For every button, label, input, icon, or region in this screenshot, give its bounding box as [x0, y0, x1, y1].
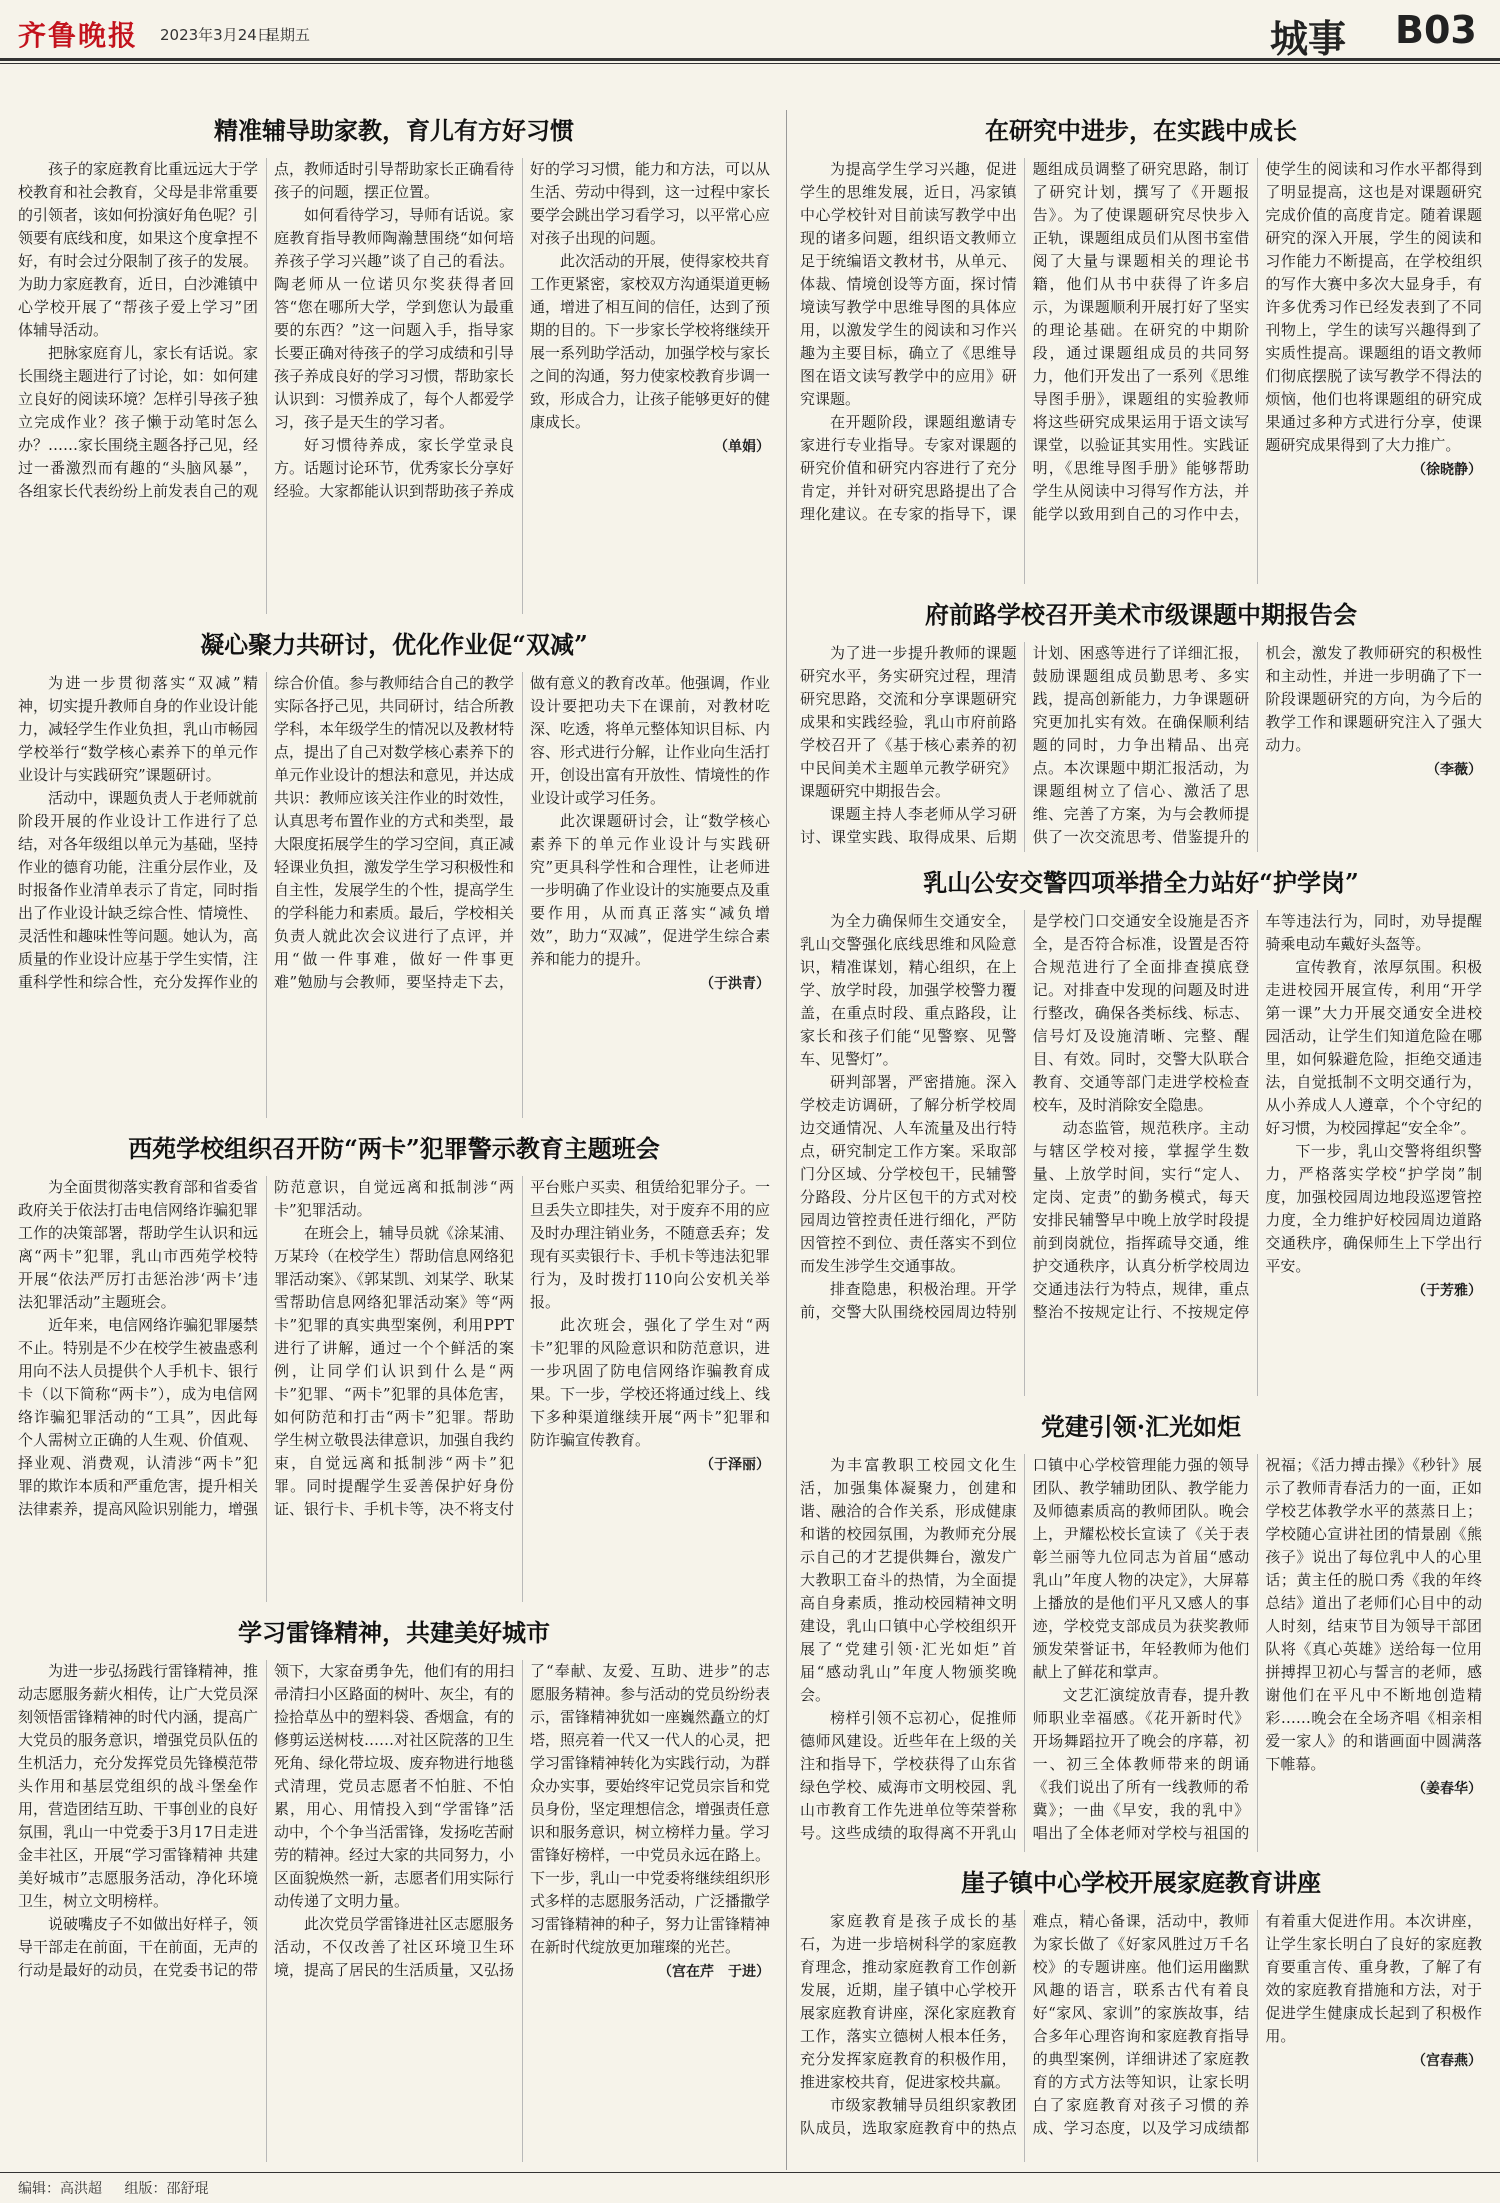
article-headline: 府前路学校召开美术市级课题中期报告会 — [925, 600, 1357, 629]
article-headline: 西苑学校组织召开防“两卡”犯罪警示教育主题班会 — [128, 1134, 660, 1163]
article-headline: 凝心聚力共研讨，优化作业促“双减” — [200, 630, 588, 659]
article-traffic-police — [800, 866, 1482, 1396]
article-paragraph: 此次班会，强化了学生对“两卡”犯罪的风险意识和防范意识，进一步巩固了防电信网络诈骗教育成果。下一步，学校还将通过线上、线下多种渠道继续开展“两卡”犯罪和防诈骗宣传教育。 — [530, 1316, 770, 1449]
article-paragraph: 为提高学生学习兴趣，促进学生的思维发展，近日，冯家镇中心学校针对目前读写教学中出现的诸多问题，组织语文教师立足于统编语文教材书，从单元、体裁、情境创设等方面，探讨情境读写教学中思维导图的具体应用，以激发学生的阅读和习作兴趣为主要目标，确立了《思维导图在语文读写教学中的应用》研究课题。 — [800, 160, 1017, 408]
issue-weekday: 星期五 — [265, 26, 311, 44]
article-paragraph: 此次活动的开展，使得家校共育工作更紧密，家校双方沟通渠道更畅通，增进了相互间的信任，达到了预期的目的。下一步家长学校将继续开展一系列助学活动，加强学校与家长之间的沟通，努力使家校教育步调一致，形成合力，让孩子能够更好的健康成长。 — [530, 252, 770, 431]
article-body — [18, 158, 770, 614]
article-paragraph: 为全力确保师生交通安全，乳山交警强化底线思维和风险意识，精准谋划，精心组织，在上学、放学时段，加强学校警力覆盖，在重点时段、重点路段，让家长和孩子们能“见警察、见警车、见警灯”。 — [800, 912, 1017, 1068]
article-paragraph: 在开题阶段，课题组邀请专家进行专业指导。专家对课题的研究价值和研究内容进行了充分肯定，并针对研究思路提出了合理化建议。在专家的指导下，课题组成员调整了研究思路，制订了研究计划，撰写了《开题报告》。为了使课题研究尽快步入正轨，课题组成员们从图书室借阅了大量与课题相关的理论书籍，他们从书中获得了许多启示，为课题顺利开展打好了坚实的理论基础。在研究的中期阶段，通过课题组成员的共同努力，他们开发出了一系列《思维导图手册》，课题组的实验教师将这些研究成果运用于语文读写课堂，以验证其实用性。实践证明，《思维导图手册》能够帮助学生从阅读中习得写作方法，并能学以致用到自己的习作中去，使学生的阅读和习作水平都得到了明显提高，这也是对课题研究完成价值的高度肯定。随着课题研究的深入开展，学生的阅读和习作能力不断提高，在学校组织的写作大赛中多次大显身手，有许多优秀习作已经发表到了不同刊物上，学生的读写兴趣得到了实质性提高。课题组的语文教师们彻底摆脱了读写教学不得法的烦恼，他们也将课题组的研究成果通过多种方式进行分享，使课题研究成果得到了大力推广。 — [800, 160, 1482, 523]
issue-date: 2023年3月24日 — [160, 26, 272, 44]
article-body — [18, 1660, 770, 2162]
article-family-lecture — [800, 1866, 1482, 2162]
article-paragraph: 为进一步弘扬践行雷锋精神，推动志愿服务薪火相传，让广大党员深刻领悟雷锋精神的时代内涵，提高广大党员的服务意识，增强党员队伍的生机活力，充分发挥党员先锋模范带头作用和基层党组织的战斗堡垒作用，营造团结互助、干事创业的良好氛围，乳山一中党委于3月17日走进金丰社区，开展“学习雷锋精神 共建美好城市”志愿服务活动，净化环境卫生，树立文明榜样。 — [18, 1662, 259, 1910]
article-paragraph: 为了进一步提升教师的课题研究水平，务实研究过程，理清研究思路，交流和分享课题研究成果和实践经验，乳山市府前路学校召开了《基于核心素养的初中民间美术主题单元教学研究》课题研究中期报告会。 — [800, 644, 1017, 800]
article-body — [800, 1454, 1482, 1852]
article-paragraph: 课题主持人李老师从学习研讨、课堂实践、取得成果、后期计划、困惑等进行了详细汇报，鼓励课题组成员勤思考、多实践，提高创新能力，力争课题研究更加扎实有效。在确保顺利结题的同时，力争出精品、出亮点。本次课题中期汇报活动，为课题组树立了信心、激活了思维、完善了方案，为与会教师提供了一次交流思考、借鉴提升的机会，激发了教师研究的积极性和主动性，并进一步明确了下一阶段课题研究的方向，为今后的教学工作和课题研究注入了强大动力。 — [800, 644, 1482, 846]
article-headline: 乳山公安交警四项举措全力站好“护学岗” — [923, 868, 1359, 897]
article-paragraph: 动态监管，规范秩序。主动与辖区学校对接，掌握学生数量、上放学时间，实行“定人、定岗、定责”的勤务模式，每天安排民辅警早中晚上放学时段提前到岗就位，指挥疏导交通，维护交通秩序，认真分析学校周边交通违法行为特点，规律，重点整治不按规定让行、不按规定停车等违法行为，同时，劝导提醒骑乘电动车戴好头盔等。 — [1032, 912, 1482, 1321]
article-headline: 学习雷锋精神，共建美好城市 — [238, 1618, 550, 1647]
article-body — [800, 910, 1482, 1396]
article-paragraph: 文艺汇演绽放青春，提升教师职业幸福感。《花开新时代》开场舞蹈拉开了晚会的序幕，初一、初三全体教师带来的朗诵《我们说出了所有一线教师的希冀》；一曲《早安，我的乳中》唱出了全体老师对学校与祖国的祝福；《活力搏击操》《秒针》展示了教师青春活力的一面，正如学校艺体教学水平的蒸蒸日上；学校随心宣讲社团的情景剧《熊孩子》说出了每位乳中人的心里话；黄主任的脱口秀《我的年终总结》道出了老师们心目中的动人时刻，结束节目为领导干部团队将《真心英雄》送给每一位用拼搏捍卫初心与誓言的老师，感谢他们在平凡中不断地创造精彩……晚会在全场齐唱《相亲相爱一家人》的和谐画面中圆满落下帷幕。 — [1032, 1456, 1482, 1842]
article-homework — [18, 628, 770, 1118]
page-number: B03 — [1395, 8, 1477, 52]
article-byline: （宫在芹 于进） — [658, 1964, 770, 1980]
section-title: 城事 — [1270, 16, 1347, 58]
article-headline: 党建引领·汇光如炬 — [1040, 1412, 1242, 1441]
article-paragraph: 活动中，课题负责人于老师就前阶段开展的作业设计工作进行了总结，对各年级组以单元为基础，坚持作业的德育功能，注重分层作业，及时报备作业清单表示了肯定，同时指出了作业设计缺乏综合性、情境性、灵活性和趣味性等问题。她认为，高质量的作业设计应基于学生实情，注重科学性和综合性，充分发挥作业的综合价值。参与教师结合自己的教学实际各抒己见，共同研讨，结合所教学科，本年级学生的情况以及教材特点，提出了自己对数学核心素养下的单元作业设计的想法和意见，并达成共识：教师应该关注作业的时效性，认真思考布置作业的方式和类型，最大限度拓展学生的学习空间，真正减轻课业负担，激发学生学习积极性和自主性，发展学生的个性，提高学生的学科能力和素质。最后，学校相关负责人就此次会议进行了点评，并用“做一件事难，做好一件事更难”勉励与会教师，要坚持走下去，做有意义的教育改革。他强调，作业设计要把功夫下在课前，对教材吃深、吃透，将单元整体知识目标、内容、形式进行分解，让作业向生活打开，创设出富有开放性、情境性的作业设计或学习任务。 — [18, 674, 770, 991]
article-paragraph: 近年来，电信网络诈骗犯罪屡禁不止。特别是不少在校学生被蛊惑利用向不法人员提供个人手机卡、银行卡（以下简称“两卡”），成为电信网络诈骗犯罪活动的“工具”，因此每个人需树立正确的人生观、价值观、择业观、消费观，认清涉“两卡”犯罪的欺诈本质和严重危害，提升相关法律素养，提高风险识别能力，增强防范意识，自觉远离和抵制涉“两卡”犯罪活动。 — [18, 1178, 514, 1518]
footer-designer: 组版：邵舒琨 — [124, 2181, 209, 2197]
article-body — [18, 1176, 770, 1602]
article-paragraph: 说破嘴皮子不如做出好样子，领导干部走在前面，干在前面，无声的行动是最好的动员，在党委书记的带领下，大家奋勇争先，他们有的用扫帚清扫小区路面的树叶、灰尘，有的捡拾草丛中的塑料袋、香烟盒，有的修剪运送树枝……对社区院落的卫生死角、绿化带垃圾、废弃物进行地毯式清理，党员志愿者不怕脏、不怕累，用心、用情投入到“学雷锋”活动中，个个争当活雷锋，发扬吃苦耐劳的精神。经过大家的共同努力，小区面貌焕然一新，志愿者们用实际行动传递了文明力量。 — [18, 1662, 515, 1979]
article-byline: （姜春华） — [1411, 1781, 1482, 1797]
article-paragraph: 市级家教辅导员组织家教团队成员，选取家庭教育中的热点难点，精心备课，活动中，教师为家长做了《好家风胜过万千名校》的专题讲座。他们运用幽默风趣的语言，联系古代有着良好“家风、家训”的家族故事，结合多年心理咨询和家庭教育指导的典型案例，详细讲述了家庭教育的方式方法等知识，让家长明白了家庭教育对孩子习惯的养成、学习态度，以及学习成绩都有着重大促进作用。本次讲座，让学生家长明白了良好的家庭教育要重言传、重身教，了解了有效的家庭教育措施和方法，对于促进学生健康成长起到了积极作用。 — [800, 1912, 1482, 2137]
article-two-cards — [18, 1132, 770, 1602]
article-body — [800, 158, 1482, 584]
column-divider — [786, 110, 787, 2170]
article-headline: 精准辅导助家教，育儿有方好习惯 — [214, 116, 574, 145]
article-paragraph: 孩子的家庭教育比重远远大于学校教育和社会教育，父母是非常重要的引领者，该如何扮演好角色呢？引领要有底线和度，如果这个度拿捏不好，有时会过分限制了孩子的发展。为助力家庭教育，近日，白沙滩镇中心学校开展了“帮孩子爱上学习”团体辅导活动。 — [18, 160, 259, 339]
article-paragraph: 排查隐患，积极治理。开学前，交警大队围绕校园周边特别是学校门口交通安全设施是否齐全，是否符合标准，设置是否符合规范进行了全面排查摸底登记。对排查中发现的问题及时进行整改，确保各类标线、标志、信号灯及设施清晰、完整、醒目、有效。同时，交警大队联合教育、交通等部门走进学校检查校车，及时消除安全隐患。 — [800, 912, 1250, 1321]
article-art-report — [800, 598, 1482, 852]
masthead-rule-thin — [0, 63, 1500, 64]
article-paragraph: 宣传教育，浓厚氛围。积极走进校园开展宣传，利用“开学第一课”大力开展交通安全进校园活动，让学生们知道危险在哪里，如何躲避危险，拒绝交通违法，自觉抵制不文明交通行为，从小养成人人遵章，个个守纪的好习惯，为校园撑起“安全伞”。 — [1265, 958, 1482, 1137]
article-byline: （于芳雅） — [1411, 1283, 1482, 1299]
article-paragraph: 为进一步贯彻落实“双减”精神，切实提升教师自身的作业设计能力，减轻学生作业负担，乳山市畅园学校举行“数学核心素养下的单元作业设计与实践研究”课题研讨。 — [18, 674, 259, 784]
article-paragraph: 此次党员学雷锋进社区志愿服务活动，不仅改善了社区环境卫生环境，提高了居民的生活质量，又弘扬了“奉献、友爱、互助、进步”的志愿服务精神。参与活动的党员纷纷表示，雷锋精神犹如一座巍然矗立的灯塔，照亮着一代又一代人的心灵，把学习雷锋精神转化为实践行动，为群众办实事，要始终牢记党员宗旨和党员身份，坚定理想信念，增强责任意识和服务意识，树立榜样力量。学习雷锋好榜样，一中党员永远在路上。下一步，乳山一中党委将继续组织形式多样的志愿服务活动，广泛播撒学习雷锋精神的种子，努力让雷锋精神在新时代绽放更加璀璨的光芒。 — [274, 1662, 770, 1979]
article-paragraph: 榜样引领不忘初心，促推师德师风建设。近些年在上级的关注和指导下，学校获得了山东省绿色学校、威海市文明校园、乳山市教育工作先进单位等荣誉称号。这些成绩的取得离不开乳山口镇中心学校管理能力强的领导团队、教学辅助团队、教学能力及师德素质高的教师团队。晚会上，尹耀松校长宣读了《关于表彰兰丽等九位同志为首届“感动乳山”年度人物的决定》，大屏幕上播放的是他们平凡又感人的事迹，学校党支部成员为获奖教师颁发荣誉证书，年轻教师为他们献上了鲜花和掌声。 — [800, 1456, 1250, 1842]
article-paragraph: 下一步，乳山交警将组织警力，严格落实学校“护学岗”制度，加强校园周边地段巡逻管控力度，全力维护好校园周边道路交通秩序，确保师生上下学出行平安。 — [1265, 1142, 1482, 1275]
masthead — [0, 0, 1500, 58]
article-paragraph: 如何看待学习，导师有话说。家庭教育指导教师陶瀚慧围绕“如何培养孩子学习兴趣”谈了自己的看法。陶老师从一位诺贝尔奖获得者回答“您在哪所大学，学到您认为最重要的东西？”这一问题入手，指导家长要正确对待孩子的学习成绩和引导孩子养成良好的学习习惯，帮助家长认识到：习惯养成了，每个人都爱学习，孩子是天生的学习者。 — [274, 206, 515, 431]
article-byline: （徐晓静） — [1411, 462, 1482, 478]
article-byline: （宫春燕） — [1411, 2053, 1482, 2069]
article-paragraph: 家庭教育是孩子成长的基石，为进一步培树科学的家庭教育理念，推动家庭教育工作创新发展，近期，崖子镇中心学校开展家庭教育讲座，深化家庭教育工作，落实立德树人根本任务，充分发挥家庭教育的积极作用，推进家校共育，促进家校共赢。 — [800, 1912, 1017, 2091]
article-byline: （于洪青） — [700, 976, 770, 992]
article-paragraph: 把脉家庭育儿，家长有话说。家长围绕主题进行了讨论，如：如何建立良好的阅读环境？怎样引导孩子独立完成作业？孩子懒于动笔时怎么办？……家长围绕主题各抒己见，经过一番激烈而有趣的“头脑风暴”，各组家长代表纷纷上前发表自己的观点，教师适时引导帮助家长正确看待孩子的问题，摆正位置。 — [18, 160, 515, 500]
article-body — [18, 672, 770, 1118]
article-headline: 崖子镇中心学校开展家庭教育讲座 — [961, 1868, 1321, 1897]
article-body — [800, 1910, 1482, 2162]
footer-editor: 编辑：高洪超 — [18, 2181, 102, 2197]
article-paragraph: 为全面贯彻落实教育部和省委省政府关于依法打击电信网络诈骗犯罪工作的决策部署，帮助学生认识和远离“两卡”犯罪，乳山市西苑学校特开展“依法严厉打击惩治涉‘两卡’违法犯罪活动”主题班会。 — [18, 1178, 259, 1311]
article-byline: （单娟） — [714, 439, 770, 455]
article-paragraph: 研判部署，严密措施。深入学校走访调研，了解分析学校周边交通情况、人车流量及出行特点，研究制定工作方案。采取部门分区域、分学校包干，民辅警分路段、分片区包干的方式对校园周边管控责任进行细化，严防因管控不到位、责任落实不到位而发生涉学生交通事故。 — [800, 1073, 1017, 1275]
article-headline: 在研究中进步，在实践中成长 — [985, 116, 1297, 145]
article-paragraph: 好习惯待养成，家长学堂录良方。话题讨论环节，优秀家长分享好经验。大家都能认识到帮助孩子养成好的学习习惯，能力和方法，可以从生活、劳动中得到，这一过程中家长要学会跳出学习看学习，以平常心应对孩子出现的问题。 — [274, 160, 770, 500]
article-byline: （于泽丽） — [700, 1457, 770, 1473]
newspaper-logo: 齐鲁晚报 — [18, 19, 139, 52]
article-paragraph: 此次课题研讨会，让“数学核心素养下的单元作业设计与实践研究”更具科学性和合理性，让老师进一步明确了作业设计的实施要点及重要作用，从而真正落实“减负增效”，助力“双减”，促进学生综合素养和能力的提升。 — [530, 812, 770, 968]
article-byline: （李薇） — [1425, 762, 1482, 778]
article-parenting — [18, 114, 770, 614]
article-body — [800, 642, 1482, 852]
article-paragraph: 为丰富教职工校园文化生活，加强集体凝聚力，创建和谐、融洽的合作关系，形成健康和谐的校园氛围，为教师充分展示自己的才艺提供舞台，激发广大教职工奋斗的热情，为全面提高自身素质，推动校园精神文明建设，乳山口镇中心学校组织开展了“党建引领·汇光如炬”首届“感动乳山”年度人物颁奖晚会。 — [800, 1456, 1017, 1704]
article-lei-feng — [18, 1616, 770, 2162]
article-party-building — [800, 1410, 1482, 1852]
article-paragraph: 在班会上，辅导员就《涂某浦、万某玲（在校学生）帮助信息网络犯罪活动案》、《郭某凯、刘某学、耿某雪帮助信息网络犯罪活动案》等“两卡”犯罪的真实典型案例，利用PPT进行了讲解，通过一个个鲜活的案例，让同学们认识到什么是“两卡”犯罪、“两卡”犯罪的具体危害，如何防范和打击“两卡”犯罪。帮助学生树立敬畏法律意识，加强自我约束，自觉远离和抵制涉“两卡”犯罪。同时提醒学生妥善保护好身份证、银行卡、手机卡等，决不将支付平台账户买卖、租赁给犯罪分子。一旦丢失立即挂失，对于废弃不用的应及时办理注销业务，不随意丢弃；发现有买卖银行卡、手机卡等违法犯罪行为，及时拨打110向公安机关举报。 — [274, 1178, 770, 1518]
article-research — [800, 114, 1482, 584]
footer-rule — [0, 2172, 1500, 2173]
footer — [18, 2178, 226, 2198]
masthead-rule — [0, 58, 1500, 61]
